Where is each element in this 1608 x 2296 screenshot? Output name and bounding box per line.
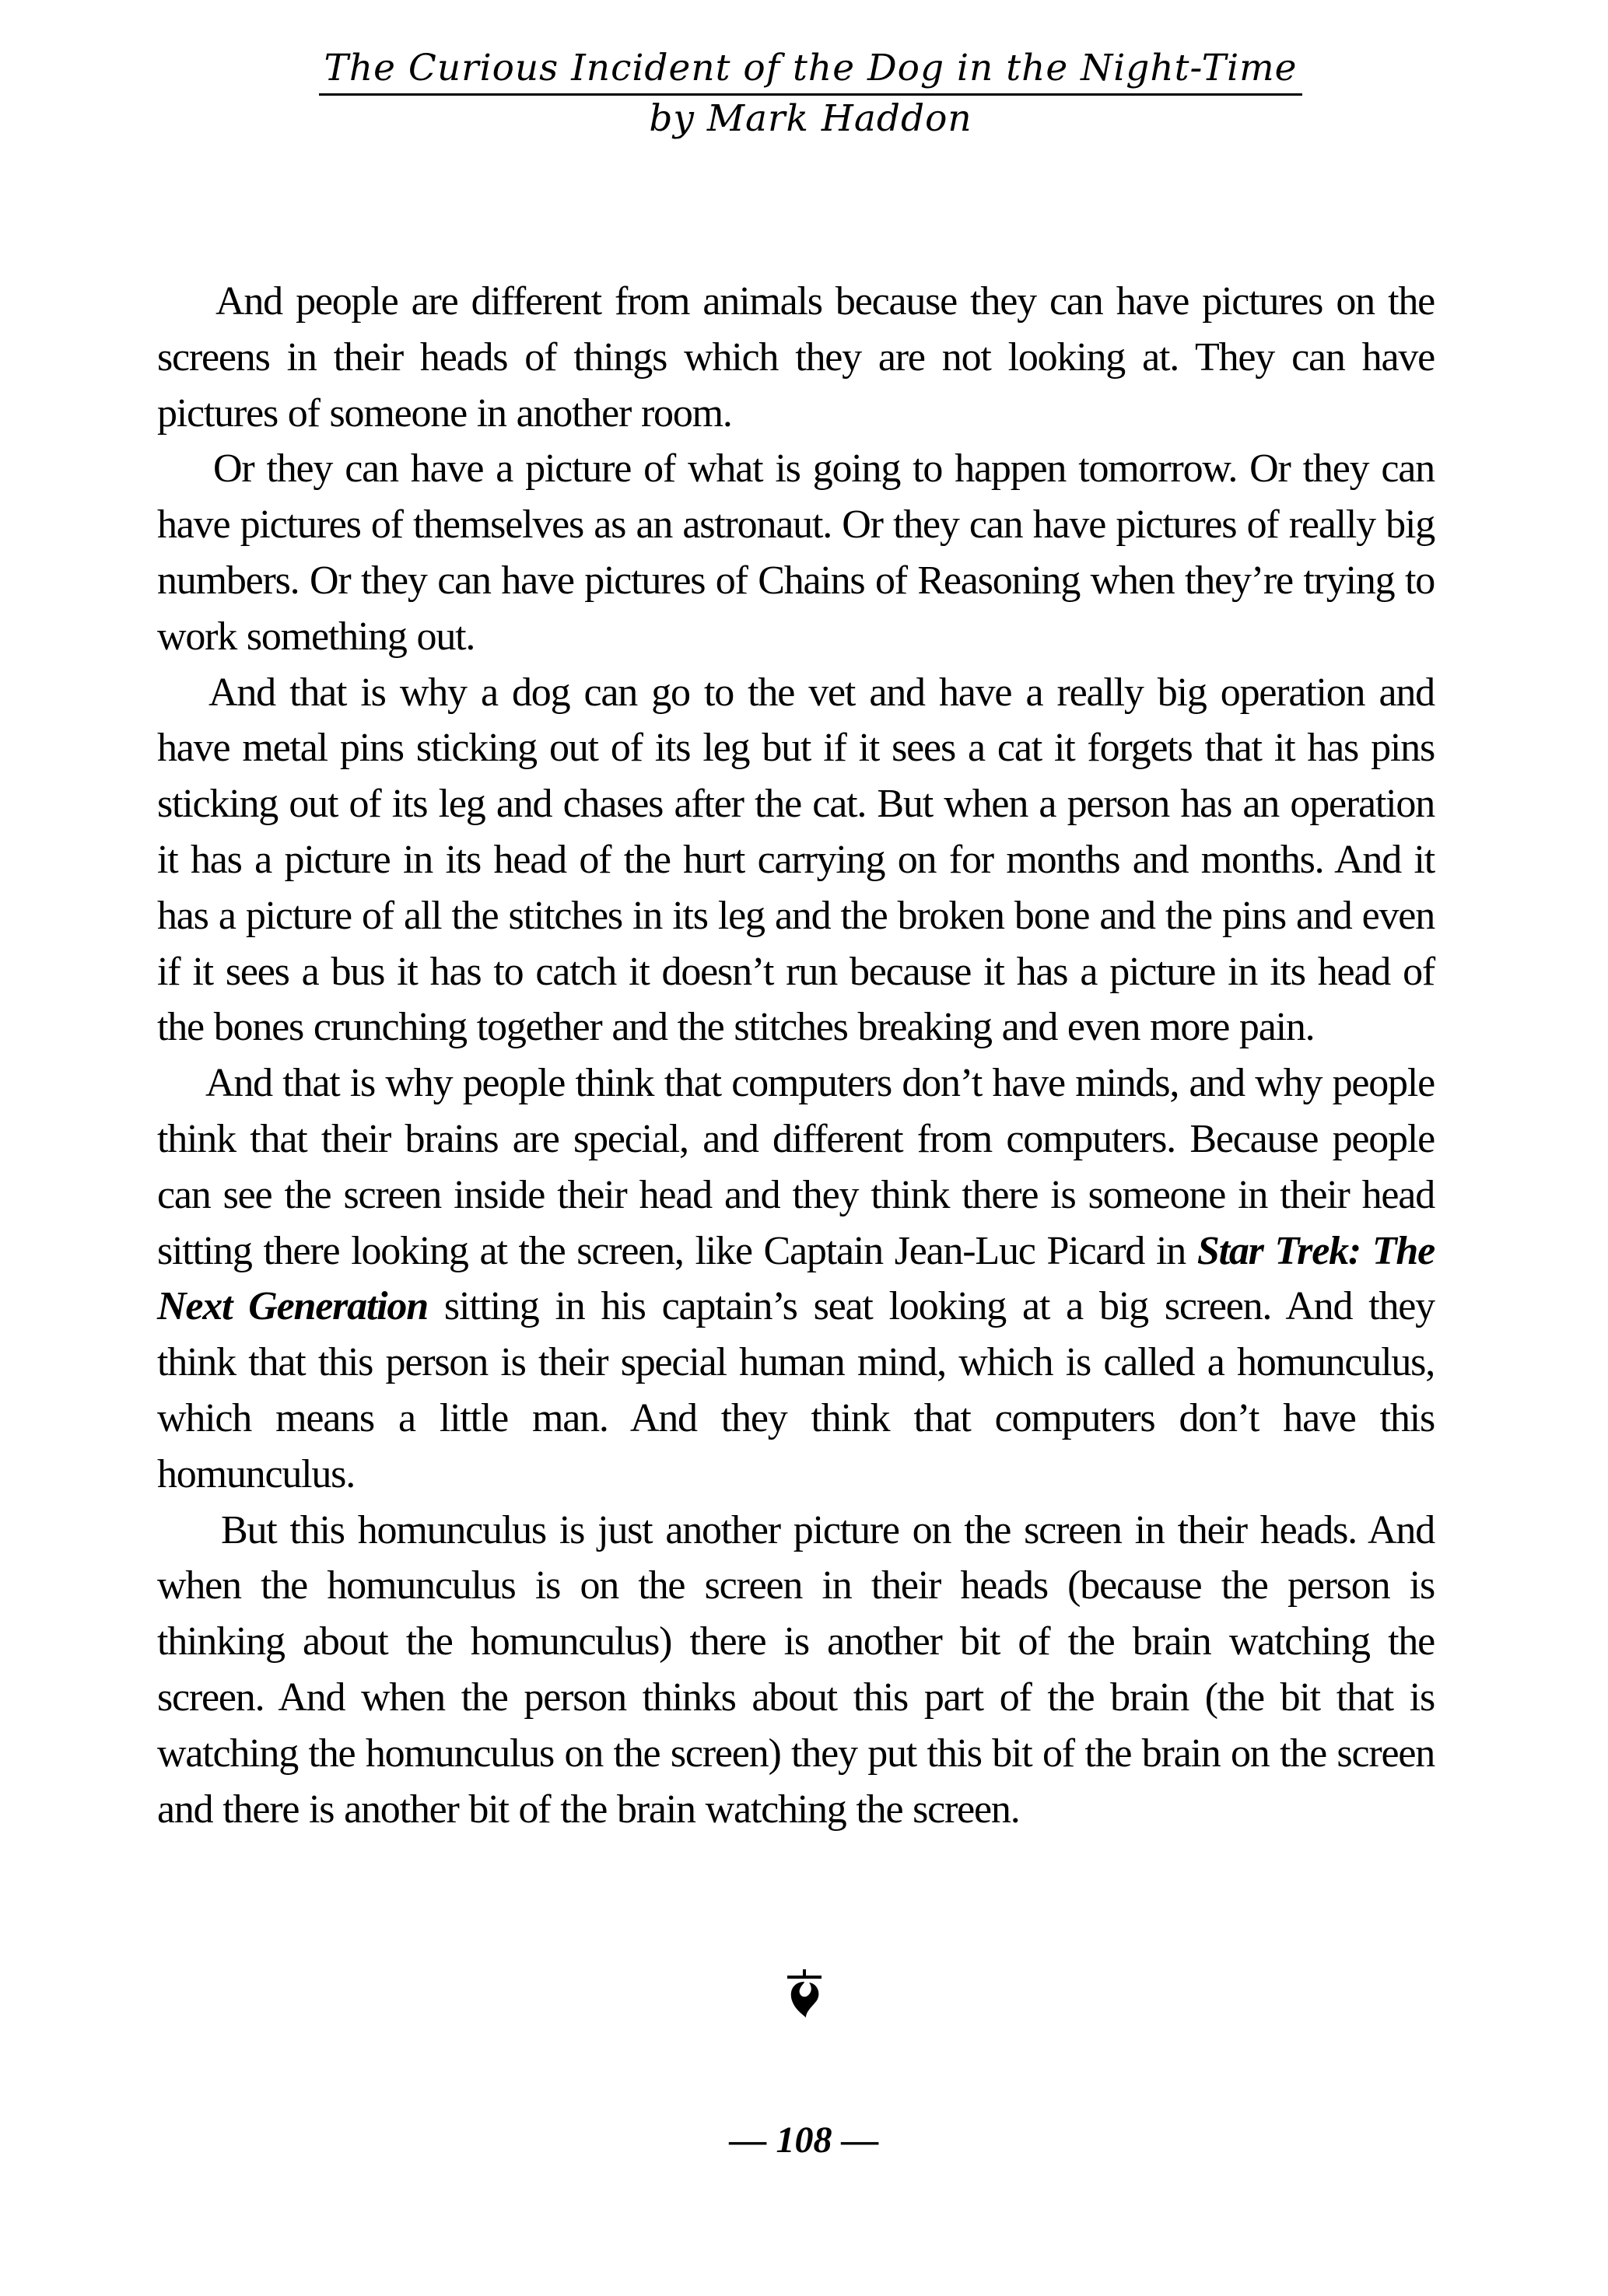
fleuron-icon [783, 1968, 826, 2019]
paragraph-4 [157, 1055, 1435, 1502]
running-header [319, 45, 1302, 142]
paragraph-2: Or they can have a picture of what is going to happen tomorrow. Or they can have pictures of themselves as an astronaut. Or they can have pictures of really big numbers. Or they can have pictures of Chains of Reasoning when they’re trying to work something out. [157, 446, 1435, 659]
page-number: — 108 — [729, 2119, 879, 2161]
book-author: by Mark Haddon [649, 97, 972, 140]
paragraph-5: But this homunculus is just another picture on the screen in their heads. And when the homunculus is on the screen in their heads (because the person is thinking about the homunculus) there is another bit of the brain watching the screen. And when the person thinks about this part of the brain (the bit that is watching the homunculus on the screen) they put this bit of the brain on the screen and there is another bit of the brain watching the screen. [157, 1507, 1435, 1832]
show-title-emphasis: Star Trek: The Next Generation [157, 1228, 1435, 1329]
paragraph-1: And people are different from animals because they can have pictures on the screens in their heads of things which they are not looking at. They can have pictures of someone in another room. [157, 279, 1435, 436]
book-title: The Curious Incident of the Dog in the Night-Time [319, 45, 1302, 96]
paragraph-4-text-after: sitting in his captain’s seat looking at a big screen. And they think that this person is their special human mind, which is called a homunculus, which means a little man. And they think that computers don’t have this homunculus. [157, 1284, 1435, 1496]
body-text [157, 274, 1435, 1837]
paragraph-3: And that is why a dog can go to the vet and have a really big operation and have metal pins sticking out of its leg but if it sees a cat it forgets that it has pins sticking out of its leg and chases after the cat. But when a person has an operation it has a picture in its head of the hurt carrying on for months and months. And it has a picture of all the stitches in its leg and the broken bone and the pins and even if it sees a bus it has to catch it doesn’t run because it has a picture in its head of the bones crunching together and the stitches breaking and even more pain. [157, 670, 1435, 1050]
paragraph-4-text-before: And that is why people think that computers don’t have minds, and why people think that their brains are special, and different from computers. Because people can see the screen inside their head and they think there is someone in their head sitting there looking at the screen, like Captain Jean-Luc Picard in [157, 1061, 1435, 1273]
